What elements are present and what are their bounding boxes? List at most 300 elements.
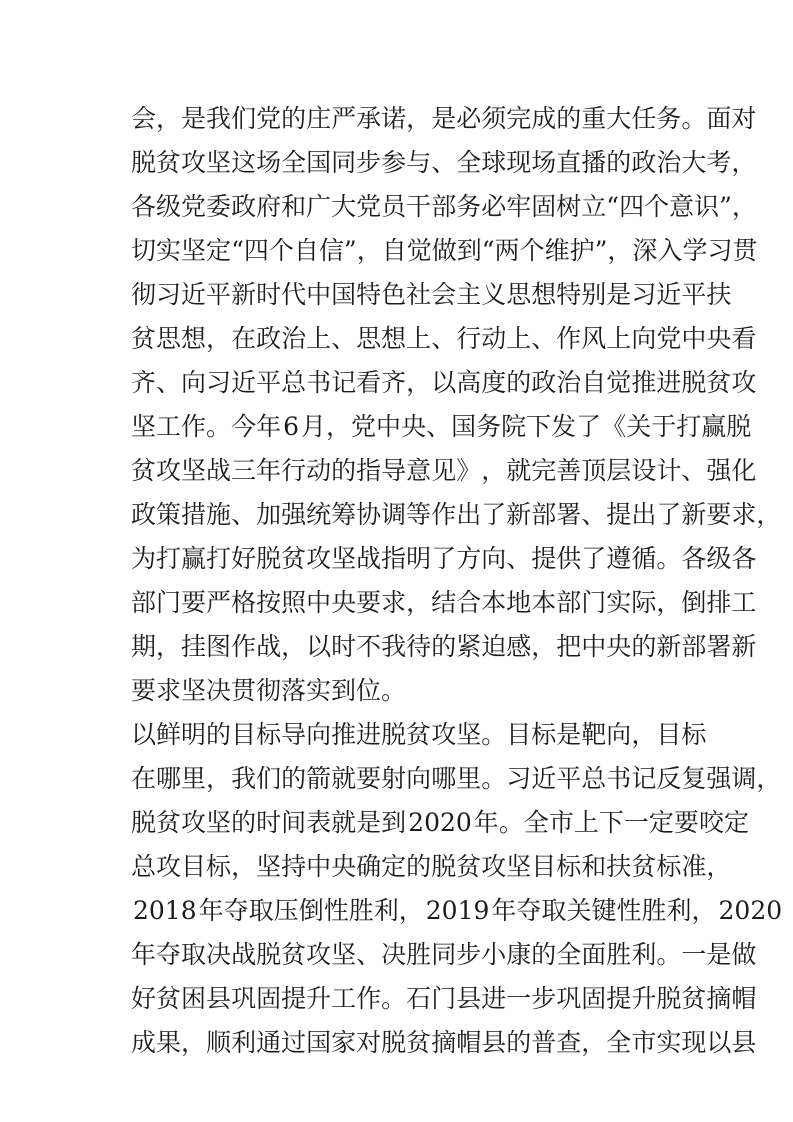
glyph: 》: [456, 456, 482, 485]
glyph: 贫: [681, 984, 707, 1013]
glyph: ，: [406, 588, 432, 617]
glyph: 作: [431, 500, 457, 529]
glyph: 鲜: [156, 720, 182, 749]
glyph: 图: [206, 632, 232, 661]
glyph: 。: [681, 104, 707, 133]
glyph: 三: [231, 456, 257, 485]
glyph: 定: [648, 808, 674, 837]
glyph: 护: [569, 236, 595, 265]
glyph: 门: [156, 588, 182, 617]
glyph: 固: [581, 984, 607, 1013]
glyph: 标: [531, 720, 557, 749]
glyph: 思: [156, 324, 182, 353]
glyph: 贫: [281, 544, 307, 573]
glyph: 务: [476, 412, 502, 441]
glyph: 两: [494, 236, 520, 265]
glyph: 石: [406, 984, 432, 1013]
glyph: 近: [531, 764, 557, 793]
glyph: 导: [381, 456, 407, 485]
glyph: 决: [381, 940, 407, 969]
glyph: 意: [406, 456, 432, 485]
glyph: 键: [591, 896, 617, 925]
glyph: ，: [731, 148, 757, 177]
text-line: [131, 757, 782, 801]
glyph: 反: [656, 764, 682, 793]
glyph: 中: [306, 852, 332, 881]
glyph: 施: [206, 500, 232, 529]
glyph: 攻: [306, 940, 332, 969]
glyph: 策: [156, 500, 182, 529]
glyph: 调: [381, 500, 407, 529]
glyph: 行: [281, 456, 307, 485]
glyph: 利: [373, 896, 399, 925]
glyph: 导: [281, 720, 307, 749]
glyph: 的: [431, 632, 457, 661]
glyph: 见: [431, 456, 457, 485]
glyph: 的: [206, 720, 232, 749]
glyph: 年: [131, 940, 157, 969]
glyph: ，: [156, 632, 182, 661]
glyph: 总: [581, 764, 607, 793]
glyph: 工: [331, 984, 357, 1013]
glyph: 同: [331, 148, 357, 177]
glyph: 思: [356, 324, 382, 353]
glyph: 脱: [131, 808, 157, 837]
glyph: 协: [356, 500, 382, 529]
glyph: ，: [656, 588, 682, 617]
glyph: 向: [606, 720, 632, 749]
glyph: 赢: [701, 412, 727, 441]
glyph: 党: [181, 192, 207, 221]
glyph: 全: [606, 1028, 632, 1057]
glyph: 贫: [281, 940, 307, 969]
glyph: 时: [331, 632, 357, 661]
glyph: 作: [181, 412, 207, 441]
text-line: 要求坚决贯彻落实到位。: [131, 676, 407, 705]
glyph: 委: [206, 192, 232, 221]
glyph: 就: [331, 808, 357, 837]
glyph: 政: [531, 368, 557, 397]
glyph: 上: [573, 808, 599, 837]
glyph: 是: [356, 808, 382, 837]
glyph: ，: [481, 456, 507, 485]
glyph: 思: [506, 280, 532, 309]
glyph: 市: [548, 808, 574, 837]
glyph: 向: [406, 764, 432, 793]
glyph: 党: [656, 324, 682, 353]
glyph: 各: [731, 544, 757, 573]
glyph: 工: [156, 412, 182, 441]
glyph: 挂: [181, 632, 207, 661]
glyph: 总: [131, 852, 157, 881]
numeric-token: 2020: [408, 808, 472, 837]
glyph: 信: [318, 236, 344, 265]
glyph: 成: [531, 104, 557, 133]
glyph: 以: [131, 720, 157, 749]
glyph: 固: [531, 192, 557, 221]
glyph: 标: [556, 852, 582, 881]
glyph: 夺: [516, 896, 542, 925]
glyph: 、: [581, 500, 607, 529]
glyph: 期: [131, 632, 157, 661]
glyph: 习: [156, 280, 182, 309]
glyph: 了: [481, 500, 507, 529]
glyph: 务: [656, 104, 682, 133]
glyph: 等: [406, 500, 432, 529]
glyph: 坚: [456, 720, 482, 749]
glyph: 胜: [348, 896, 374, 925]
glyph: 地: [506, 588, 532, 617]
glyph: 要: [706, 500, 732, 529]
glyph: 照: [281, 588, 307, 617]
glyph: 贫: [156, 808, 182, 837]
glyph: 好: [131, 984, 157, 1013]
glyph: 球: [481, 148, 507, 177]
glyph: 与: [406, 148, 432, 177]
glyph: 央: [331, 588, 357, 617]
glyph: 央: [401, 412, 427, 441]
glyph: 实: [656, 1028, 682, 1057]
glyph: 坚: [331, 940, 357, 969]
glyph: 立: [581, 192, 607, 221]
glyph: 个: [644, 192, 670, 221]
glyph: 自: [581, 368, 607, 397]
glyph: 到: [381, 808, 407, 837]
glyph: 政: [131, 500, 157, 529]
glyph: 哪: [431, 764, 457, 793]
glyph: 承: [356, 104, 382, 133]
glyph: 康: [506, 940, 532, 969]
glyph: 的: [556, 104, 582, 133]
glyph: 了: [581, 544, 607, 573]
glyph: 县: [206, 984, 232, 1013]
glyph: 性: [616, 896, 642, 925]
glyph: 步: [356, 148, 382, 177]
glyph: 记: [331, 368, 357, 397]
glyph: 结: [431, 588, 457, 617]
glyph: 实: [606, 588, 632, 617]
glyph: 箭: [306, 764, 332, 793]
glyph: 识: [694, 192, 720, 221]
glyph: 中: [681, 324, 707, 353]
glyph: 脱: [256, 940, 282, 969]
text-line: [131, 317, 757, 361]
glyph: 性: [323, 896, 349, 925]
glyph: 代: [281, 280, 307, 309]
glyph: 供: [556, 544, 582, 573]
glyph: 、: [331, 324, 357, 353]
document-body-text: [131, 97, 783, 1065]
glyph: 目: [531, 852, 557, 881]
glyph: 考: [706, 148, 732, 177]
glyph: 加: [256, 500, 282, 529]
glyph: 出: [456, 500, 482, 529]
glyph: 国: [451, 412, 477, 441]
glyph: 坚: [506, 852, 532, 881]
glyph: 目: [506, 720, 532, 749]
text-line: [131, 449, 757, 493]
glyph: ，: [206, 764, 232, 793]
glyph: 层: [606, 456, 632, 485]
glyph: 作: [356, 984, 382, 1013]
glyph: 新: [231, 280, 257, 309]
glyph: 目: [656, 720, 682, 749]
glyph: 帽: [456, 1028, 482, 1057]
glyph: 上: [606, 324, 632, 353]
glyph: 央: [706, 324, 732, 353]
glyph: 习: [506, 764, 532, 793]
glyph: 和: [581, 852, 607, 881]
glyph: 坚: [131, 412, 157, 441]
glyph: 扶: [606, 852, 632, 881]
glyph: ”: [594, 236, 608, 265]
text-line: [131, 229, 758, 273]
glyph: 今: [231, 412, 257, 441]
glyph: 坚: [181, 456, 207, 485]
glyph: 国: [306, 1028, 332, 1057]
glyph: 攻: [156, 852, 182, 881]
glyph: 重: [581, 104, 607, 133]
glyph: 脱: [656, 984, 682, 1013]
glyph: 待: [406, 632, 432, 661]
glyph: 查: [556, 1028, 582, 1057]
glyph: 政: [256, 324, 282, 353]
glyph: 上: [406, 324, 432, 353]
glyph: 攻: [481, 852, 507, 881]
glyph: 是: [606, 280, 632, 309]
glyph: 求: [731, 500, 757, 529]
glyph: 完: [506, 104, 532, 133]
glyph: 各: [681, 544, 707, 573]
glyph: 利: [631, 940, 657, 969]
glyph: 里: [456, 764, 482, 793]
glyph: 动: [481, 324, 507, 353]
glyph: 赢: [181, 544, 207, 573]
glyph: 倒: [681, 588, 707, 617]
glyph: 过: [281, 1028, 307, 1057]
glyph: 部: [556, 588, 582, 617]
glyph: 高: [456, 368, 482, 397]
glyph: 看: [731, 324, 757, 353]
glyph: 强: [706, 456, 732, 485]
glyph: 措: [181, 500, 207, 529]
glyph: 全: [281, 148, 307, 177]
glyph: 是: [556, 720, 582, 749]
glyph: 求: [381, 588, 407, 617]
glyph: 贫: [706, 368, 732, 397]
glyph: 大: [606, 104, 632, 133]
glyph: 不: [356, 632, 382, 661]
glyph: 设: [631, 456, 657, 485]
glyph: 看: [356, 368, 382, 397]
glyph: 年: [491, 896, 517, 925]
glyph: 贫: [406, 720, 432, 749]
glyph: 全: [556, 940, 582, 969]
glyph: 国: [306, 148, 332, 177]
glyph: 近: [181, 280, 207, 309]
text-line: [131, 801, 749, 845]
glyph: 严: [331, 104, 357, 133]
glyph: 靶: [581, 720, 607, 749]
glyph: 打: [676, 412, 702, 441]
glyph: 摘: [706, 984, 732, 1013]
glyph: 觉: [406, 236, 432, 265]
glyph: 就: [506, 456, 532, 485]
glyph: 家: [331, 1028, 357, 1057]
glyph: 。: [206, 412, 232, 441]
glyph: ，: [398, 896, 424, 925]
glyph: ”: [343, 236, 357, 265]
text-line: [131, 97, 757, 141]
glyph: 脱: [256, 544, 282, 573]
text-line: [131, 977, 757, 1021]
glyph: 场: [256, 148, 282, 177]
glyph: 发: [551, 412, 577, 441]
glyph: 攻: [431, 720, 457, 749]
glyph: 强: [706, 764, 732, 793]
glyph: 倒: [298, 896, 324, 925]
glyph: 表: [306, 808, 332, 837]
glyph: 了: [431, 544, 457, 573]
glyph: 。: [481, 764, 507, 793]
glyph: 帽: [731, 984, 757, 1013]
text-line: [131, 845, 732, 889]
glyph: 府: [256, 192, 282, 221]
glyph: 县: [731, 1028, 757, 1057]
glyph: 统: [306, 500, 332, 529]
glyph: 小: [481, 940, 507, 969]
glyph: 在: [131, 764, 157, 793]
glyph: 战: [231, 940, 257, 969]
glyph: 一: [506, 984, 532, 1013]
glyph: 治: [556, 368, 582, 397]
glyph: 们: [256, 764, 282, 793]
text-line: [131, 713, 707, 757]
glyph: 循: [631, 544, 657, 573]
glyph: 向: [181, 368, 207, 397]
glyph: 年: [473, 808, 499, 837]
glyph: 、: [681, 456, 707, 485]
glyph: 进: [656, 368, 682, 397]
glyph: 攻: [306, 544, 332, 573]
text-line: [131, 361, 757, 405]
text-line: [131, 185, 757, 229]
glyph: 四: [619, 192, 645, 221]
glyph: 总: [281, 368, 307, 397]
glyph: 行: [456, 324, 482, 353]
glyph: 近: [656, 280, 682, 309]
text-line: [131, 405, 752, 449]
glyph: 诺: [381, 104, 407, 133]
glyph: 的: [406, 852, 432, 881]
glyph: 攻: [181, 148, 207, 177]
glyph: 坚: [331, 544, 357, 573]
glyph: 推: [331, 720, 357, 749]
glyph: 牢: [506, 192, 532, 221]
text-line: [131, 141, 757, 185]
glyph: 格: [231, 588, 257, 617]
glyph: 级: [156, 192, 182, 221]
glyph: 的: [506, 368, 532, 397]
glyph: ，: [756, 764, 782, 793]
glyph: 迫: [481, 632, 507, 661]
glyph: 为: [131, 544, 157, 573]
glyph: 部: [131, 588, 157, 617]
glyph: 打: [156, 544, 182, 573]
glyph: 特: [356, 280, 382, 309]
glyph: 、: [356, 940, 382, 969]
glyph: 央: [331, 852, 357, 881]
glyph: ，: [156, 104, 182, 133]
glyph: 年: [256, 456, 282, 485]
glyph: 、: [506, 544, 532, 573]
glyph: 新: [731, 632, 757, 661]
glyph: 进: [356, 720, 382, 749]
glyph: 树: [556, 192, 582, 221]
glyph: “: [481, 236, 495, 265]
glyph: 书: [306, 368, 332, 397]
glyph: 会: [431, 280, 457, 309]
glyph: 攻: [156, 456, 182, 485]
glyph: ，: [406, 104, 432, 133]
glyph: 明: [181, 720, 207, 749]
glyph: 要: [356, 764, 382, 793]
glyph: 上: [506, 324, 532, 353]
glyph: 关: [566, 896, 592, 925]
glyph: 贫: [156, 984, 182, 1013]
glyph: 按: [256, 588, 282, 617]
glyph: 战: [256, 632, 282, 661]
glyph: 我: [381, 632, 407, 661]
glyph: 筹: [331, 500, 357, 529]
glyph: ，: [356, 236, 382, 265]
numeric-token: 2019: [425, 896, 490, 925]
glyph: 决: [206, 940, 232, 969]
glyph: 书: [606, 764, 632, 793]
glyph: 度: [481, 368, 507, 397]
text-line: [131, 625, 757, 669]
glyph: 深: [632, 236, 658, 265]
glyph: 标: [206, 852, 232, 881]
glyph: 。: [656, 544, 682, 573]
glyph: 的: [281, 104, 307, 133]
glyph: 时: [256, 808, 282, 837]
glyph: 平: [206, 280, 232, 309]
glyph: 直: [556, 148, 582, 177]
glyph: 提: [606, 984, 632, 1013]
glyph: 义: [481, 280, 507, 309]
glyph: 新: [506, 500, 532, 529]
glyph: 贯: [732, 236, 758, 265]
glyph: 胜: [406, 940, 432, 969]
glyph: ，: [631, 720, 657, 749]
glyph: 压: [273, 896, 299, 925]
glyph: 坚: [206, 808, 232, 837]
glyph: 场: [531, 148, 557, 177]
glyph: 国: [331, 280, 357, 309]
glyph: 作: [231, 632, 257, 661]
glyph: 干: [406, 192, 432, 221]
glyph: 上: [306, 324, 332, 353]
glyph: 贫: [456, 852, 482, 881]
glyph: 标: [681, 720, 707, 749]
glyph: 的: [331, 456, 357, 485]
glyph: 坚: [181, 236, 207, 265]
glyph: 播: [581, 148, 607, 177]
glyph: 于: [651, 412, 677, 441]
glyph: 是: [431, 104, 457, 133]
glyph: 中: [306, 588, 332, 617]
